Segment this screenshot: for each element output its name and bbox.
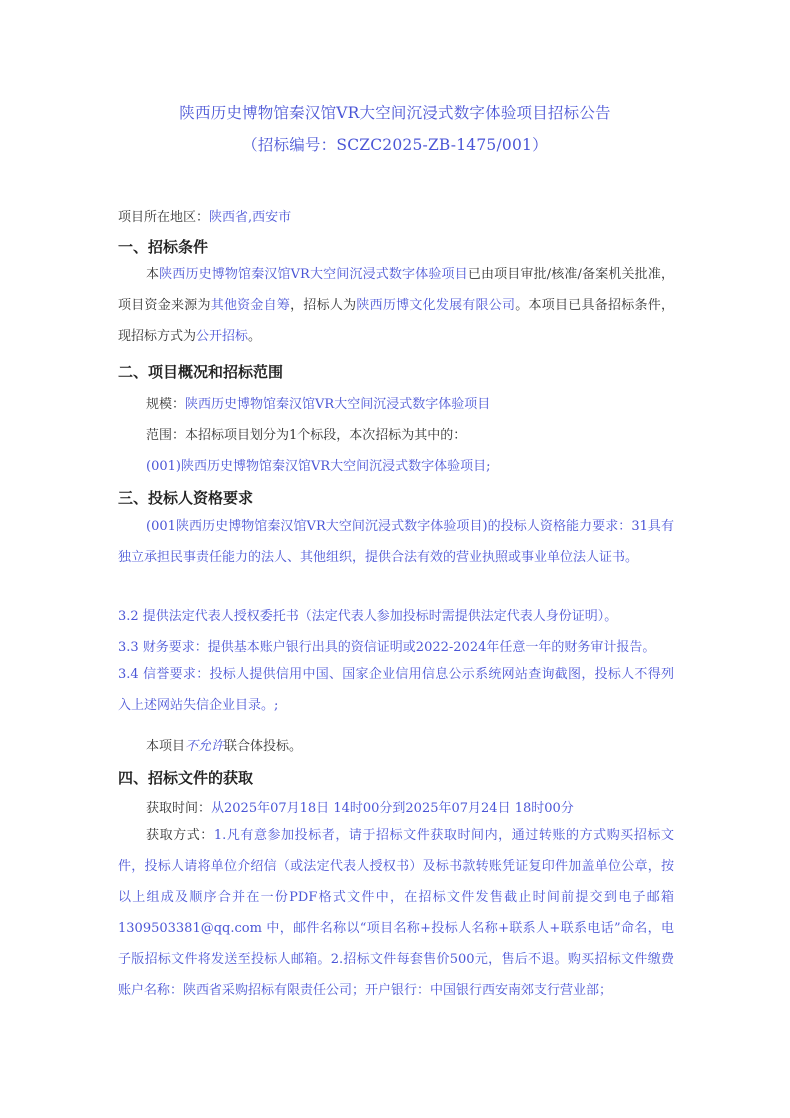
text-run: 。 — [248, 329, 262, 344]
tender-method: 公开招标 — [196, 329, 249, 344]
lot-item: (001)陕西历史博物馆秦汉馆VR大空间沉浸式数字体验项目; — [146, 459, 491, 474]
text-run: 已由项目审批/核准/备案机关批准，项目资金来源为 — [118, 267, 674, 313]
section-heading-1: 一、招标条件 — [118, 238, 209, 256]
section-heading-4: 四、招标文件的获取 — [118, 769, 254, 787]
text-run: 本项目 — [146, 739, 186, 754]
method-value: 1.凡有意参加投标者，请于招标文件获取时间内，通过转账的方式购买招标文件，投标人请将单位介绍信（或法定代表人授权书）及标书款转账凭证复印件加盖单位公章，按以上组成及顺序合并在一份PDF格式文件中，在招标文件发售截止时间前提交到电子邮箱1309503381@qq.com 中，邮件名称以“项目名称+投标人名称+联系人+联系电话”命名，电子版招标文件将发送至投标人邮箱。2.招标文件每套售价500元，售后不退。购买招标文件缴费账户名称：陕西省采购招标有限责任公司；开户银行：中国银行西安南郊支行营业部； — [118, 828, 674, 998]
project-scale — [146, 393, 490, 412]
project-region — [118, 206, 291, 225]
consortium-rule — [146, 735, 302, 754]
region-value: 陕西省,西安市 — [209, 210, 292, 225]
project-range: 范围：本招标项目划分为1个标段，本次招标为其中的： — [146, 428, 467, 443]
acquisition-time — [146, 797, 574, 816]
fund-source: 其他资金自筹 — [210, 298, 291, 313]
time-label: 获取时间： — [146, 801, 212, 816]
region-label: 项目所在地区： — [118, 210, 210, 225]
consortium-value: 不允许 — [185, 739, 225, 754]
qualification-requirement-2: 3.2 提供法定代表人授权委托书（法定代表人参加投标时需提供法定代表人身份证明）。 — [118, 609, 618, 624]
text-run: ，招标人为 — [290, 298, 357, 313]
project-name-link: 陕西历史博物馆秦汉馆VR大空间沉浸式数字体验项目 — [159, 267, 468, 282]
qualification-requirement-1: (001陕西历史博物馆秦汉馆VR大空间沉浸式数字体验项目)的投标人资格能力要求：31具有独立承担民事责任能力的法人、其他组织，提供合法有效的营业执照或事业单位法人证书。 — [118, 519, 674, 565]
text-run: 。本项目已具备招标条件，现招标方式为 — [118, 298, 674, 344]
tender-number: （招标编号：SCZC2025-ZB-1475/001） — [242, 136, 548, 154]
scale-label: 规模： — [146, 397, 186, 412]
text-run: 本 — [146, 267, 160, 282]
acquisition-method — [118, 820, 674, 1006]
tender-conditions-paragraph — [118, 259, 674, 352]
text-run: 联合体投标。 — [224, 739, 303, 754]
section-heading-3: 三、投标人资格要求 — [118, 489, 254, 507]
qualification-requirement-3: 3.3 财务要求：提供基本账户银行出具的资信证明或2022-2024年任意一年的财务审计报告。 — [118, 640, 656, 655]
section-heading-2: 二、项目概况和招标范围 — [118, 363, 284, 381]
qualification-requirement-4: 3.4 信誉要求：投标人提供信用中国、国家企业信用信息公示系统网站查询截图，投标人不得列入上述网站失信企业目录。; — [118, 667, 674, 713]
scale-value: 陕西历史博物馆秦汉馆VR大空间沉浸式数字体验项目 — [185, 397, 491, 412]
tenderer-name: 陕西历博文化发展有限公司 — [356, 298, 516, 313]
time-value: 从2025年07月18日 14时00分到2025年07月24日 18时00分 — [211, 801, 574, 816]
method-label: 获取方式： — [146, 828, 214, 843]
page-title: 陕西历史博物馆秦汉馆VR大空间沉浸式数字体验项目招标公告 — [179, 104, 611, 122]
